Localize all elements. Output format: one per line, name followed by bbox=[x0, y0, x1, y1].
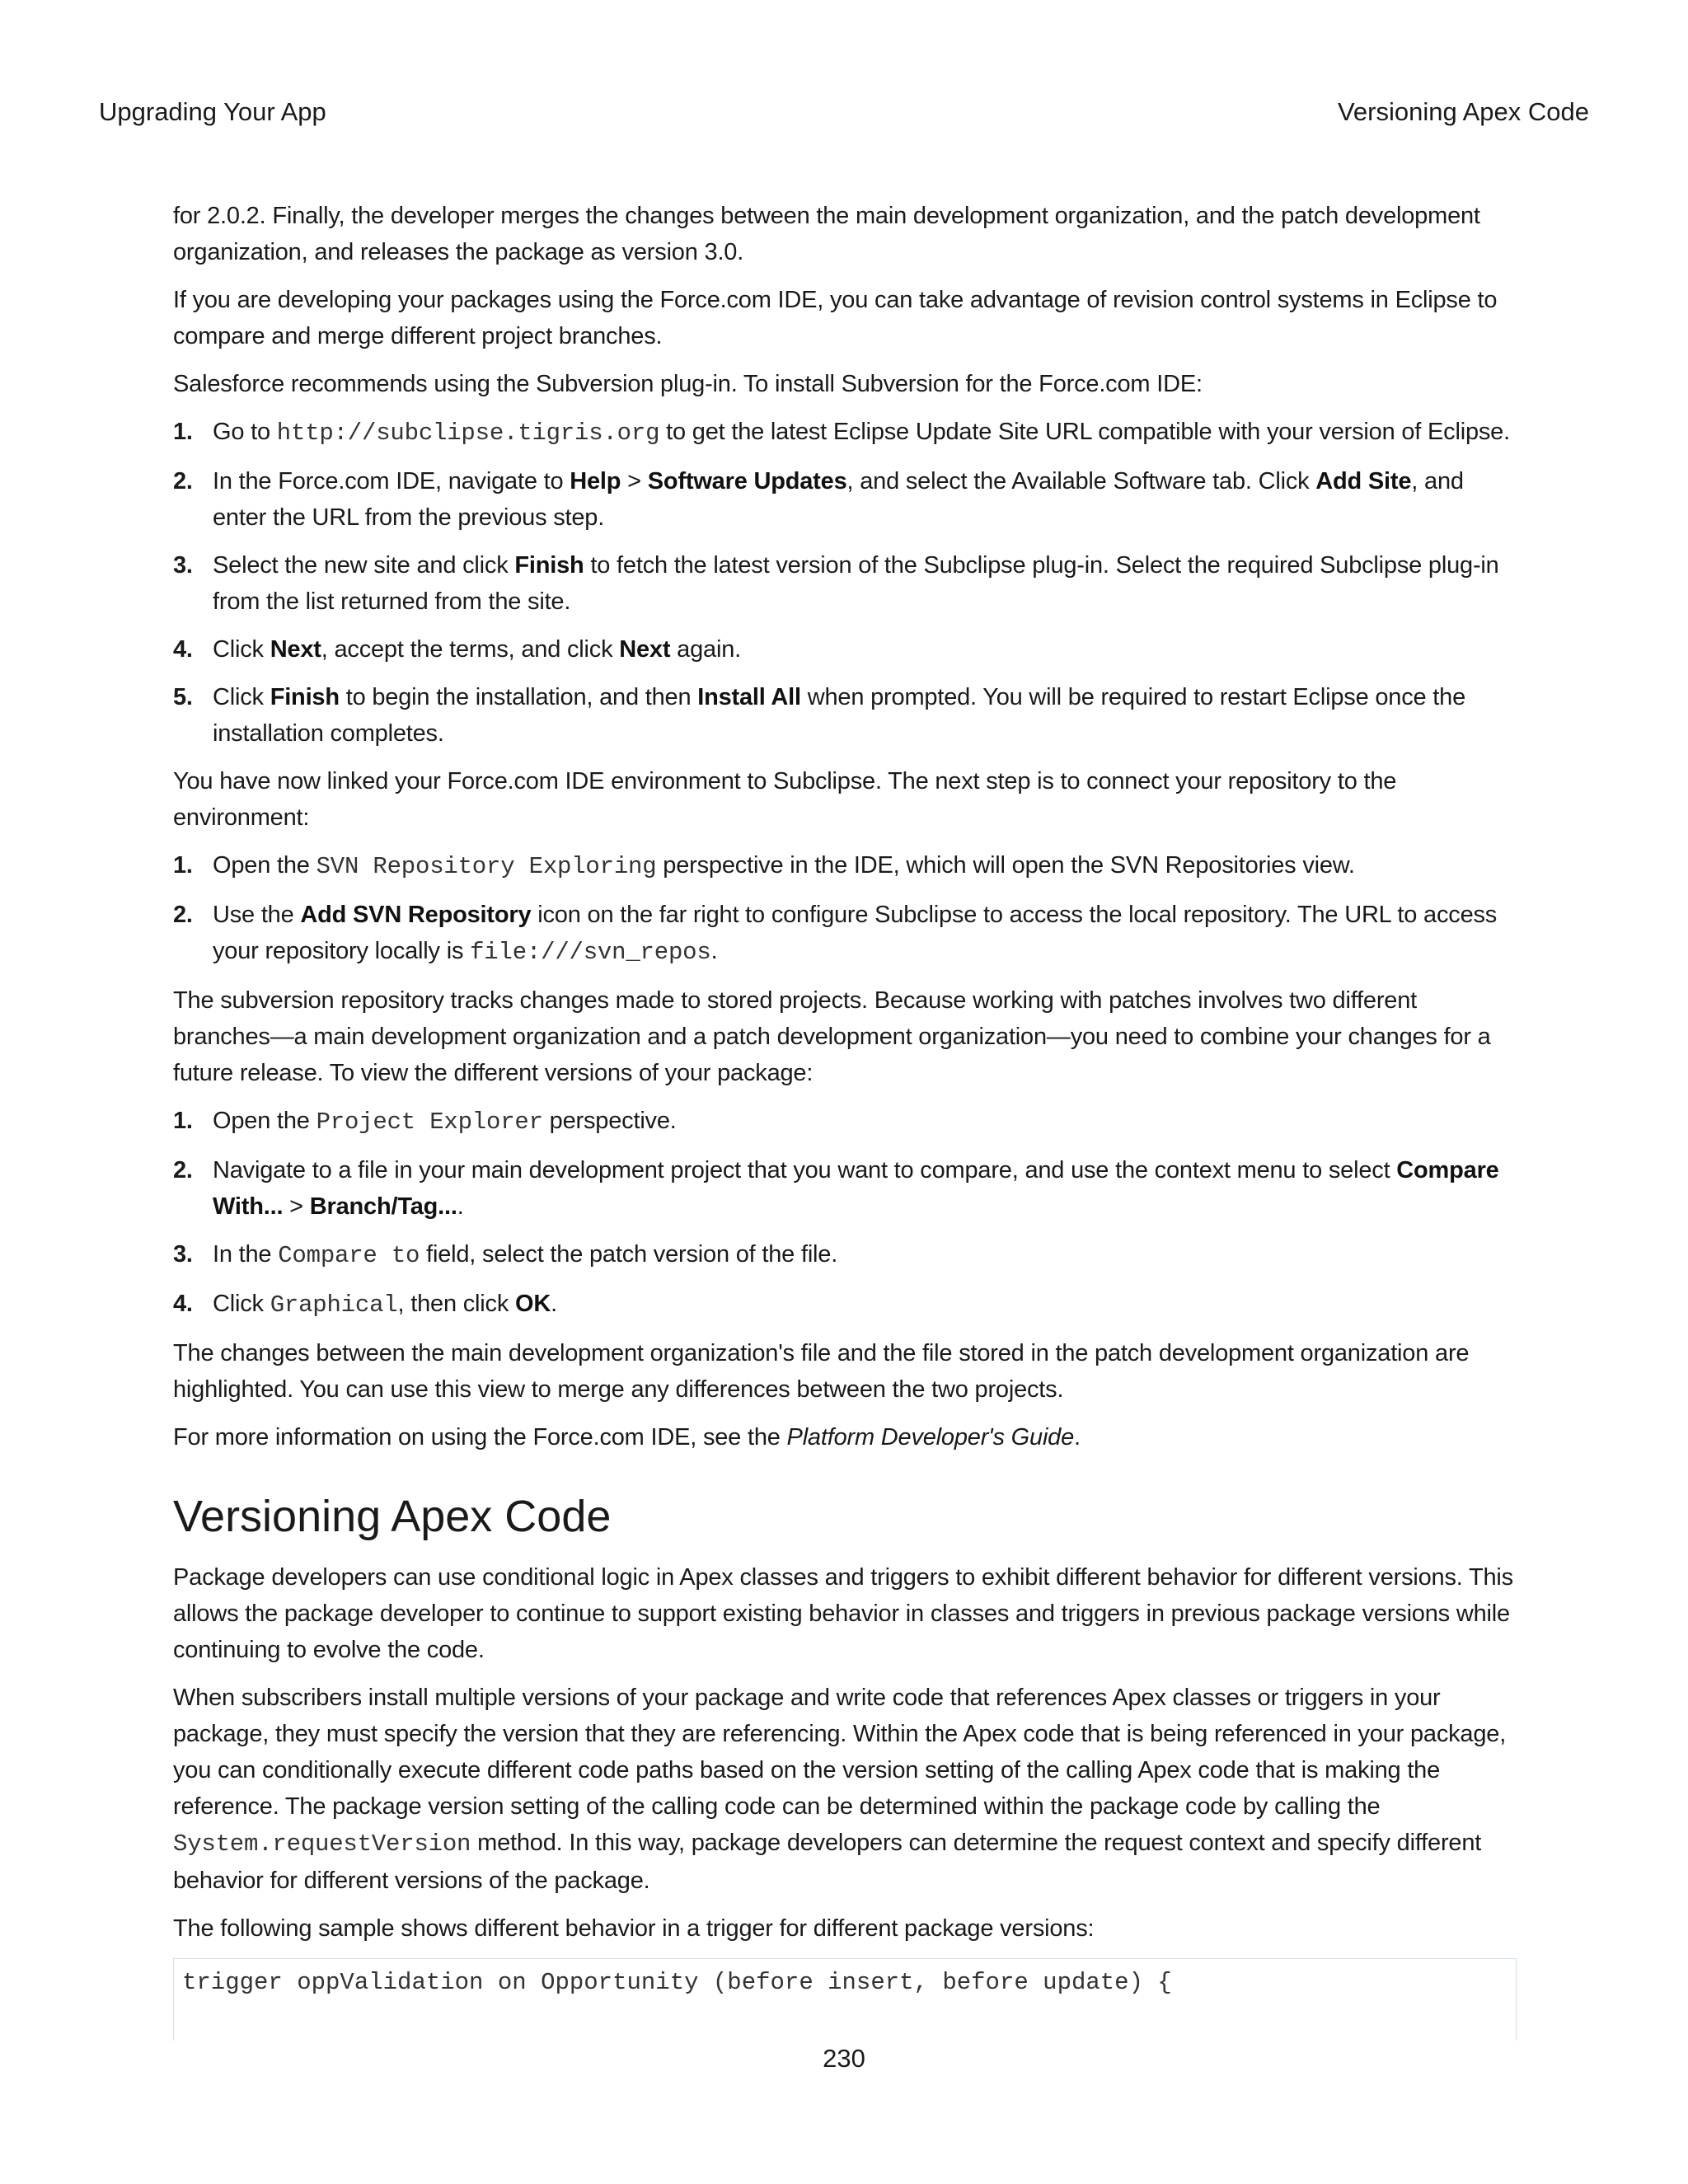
list-item: 1. Open the SVN Repository Exploring perspective in the IDE, which will open the SVN Repositories view. bbox=[173, 847, 1517, 885]
url-code: http://subclipse.tigris.org bbox=[276, 419, 660, 447]
list-item: 4. Click Next, accept the terms, and click Next again. bbox=[173, 631, 1517, 668]
guide-title: Platform Developer's Guide bbox=[786, 1424, 1075, 1451]
paragraph-versioning: Package developers can use conditional logic in Apex classes and triggers to exhibit different behavior for different versions. This allows the package developer to continue to support existing behavior in classes and triggers in previous package versions while continuing to evolve the code. bbox=[173, 1564, 1513, 1663]
paragraph-ide: If you are developing your packages using the Force.com IDE, you can take advantage of revision control systems in Eclipse to compare and merge different project branches. bbox=[173, 287, 1498, 349]
list-item: 3. In the Compare to field, select the patch version of the file. bbox=[173, 1236, 1517, 1274]
list-number: 3. bbox=[173, 1241, 193, 1268]
compare-steps-list bbox=[173, 1103, 1517, 1324]
page-number: 230 bbox=[823, 2044, 865, 2073]
paragraph-subscribers: When subscribers install multiple versions of your package and write code that references Apex classes or triggers in your package, they must specify the version that they are referencing. Within the Apex code that is being referenced in your package, you can conditionally execute different code paths based on the version setting of the calling Apex code that is making the reference. The package version setting of the calling code can be determined within the package code by calling the System.requestVersion method. In this way, package developers can determine the request context and specify different behavior for different versions of the package. bbox=[173, 1685, 1507, 1894]
list-item: 3. Select the new site and click Finish to fetch the latest version of the Subclipse plug-in. Select the required Subclipse plug-in from the list returned from the site. bbox=[173, 547, 1517, 620]
code-sample-box bbox=[173, 1958, 1517, 2041]
list-number: 3. bbox=[173, 552, 193, 579]
install-steps-list bbox=[173, 414, 1517, 752]
running-header-left: Upgrading Your App bbox=[99, 97, 326, 126]
list-item: 2. In the Force.com IDE, navigate to Help > Software Updates, and select the Available Software tab. Click Add Site, and enter the URL from the previous step. bbox=[173, 463, 1517, 536]
running-header-right: Versioning Apex Code bbox=[1337, 97, 1589, 126]
paragraph-changes: The changes between the main development organization's file and the file stored in the patch development organization are highlighted. You can use this view to merge any differences between the two projects. bbox=[173, 1340, 1470, 1403]
list-number: 5. bbox=[173, 684, 193, 710]
option-code: Graphical bbox=[270, 1291, 398, 1319]
paragraph-subversion: Salesforce recommends using the Subversion plug-in. To install Subversion for the Force.com IDE: bbox=[173, 371, 1203, 397]
method-code: System.requestVersion bbox=[173, 1830, 471, 1858]
paragraph-sample-intro: The following sample shows different behavior in a trigger for different package versions: bbox=[173, 1915, 1095, 1942]
list-item: 1. Open the Project Explorer perspective. bbox=[173, 1103, 1517, 1141]
repo-url-code: file:///svn_repos bbox=[470, 939, 711, 966]
paragraph-more-info: For more information on using the Force.com IDE, see the Platform Developer's Guide. bbox=[173, 1424, 1081, 1451]
list-number: 1. bbox=[173, 419, 193, 445]
list-item: 1. Go to http://subclipse.tigris.org to get the latest Eclipse Update Site URL compatible with your version of Eclipse. bbox=[173, 414, 1517, 452]
list-item: 2. Use the Add SVN Repository icon on the far right to configure Subclipse to access the local repository. The URL to access your repository locally is file:///svn_repos. bbox=[173, 897, 1517, 971]
repository-steps-list bbox=[173, 847, 1517, 971]
section-heading: Versioning Apex Code bbox=[173, 1492, 612, 1541]
list-item: 4. Click Graphical, then click OK. bbox=[173, 1286, 1517, 1324]
list-number: 2. bbox=[173, 902, 193, 928]
field-code: Compare to bbox=[278, 1242, 420, 1269]
perspective-code: SVN Repository Exploring bbox=[316, 853, 657, 880]
list-item: 5. Click Finish to begin the installation, and then Install All when prompted. You will be required to restart Eclipse once the installation completes. bbox=[173, 679, 1517, 752]
paragraph-intro: for 2.0.2. Finally, the developer merges the changes between the main development organization, and the patch development organization, and releases the package as version 3.0. bbox=[173, 203, 1480, 265]
list-number: 2. bbox=[173, 1157, 193, 1183]
paragraph-repository: The subversion repository tracks changes made to stored projects. Because working with patches involves two different branches—a main development organization and a patch development organization—you need to combine your changes for a future release. To view the different versions of your package: bbox=[173, 987, 1491, 1086]
code-sample-line: trigger oppValidation on Opportunity (before insert, before update) { bbox=[182, 1969, 1172, 1996]
page-content bbox=[173, 198, 1517, 2041]
paragraph-linked: You have now linked your Force.com IDE environment to Subclipse. The next step is to connect your repository to the environment: bbox=[173, 768, 1397, 831]
perspective-code: Project Explorer bbox=[316, 1108, 543, 1136]
list-number: 1. bbox=[173, 852, 193, 879]
list-number: 1. bbox=[173, 1108, 193, 1134]
list-number: 2. bbox=[173, 468, 193, 494]
list-item: 2. Navigate to a file in your main development project that you want to compare, and use the context menu to select Compare With... > Branch/Tag.... bbox=[173, 1152, 1517, 1225]
list-number: 4. bbox=[173, 636, 193, 663]
list-number: 4. bbox=[173, 1291, 193, 1317]
